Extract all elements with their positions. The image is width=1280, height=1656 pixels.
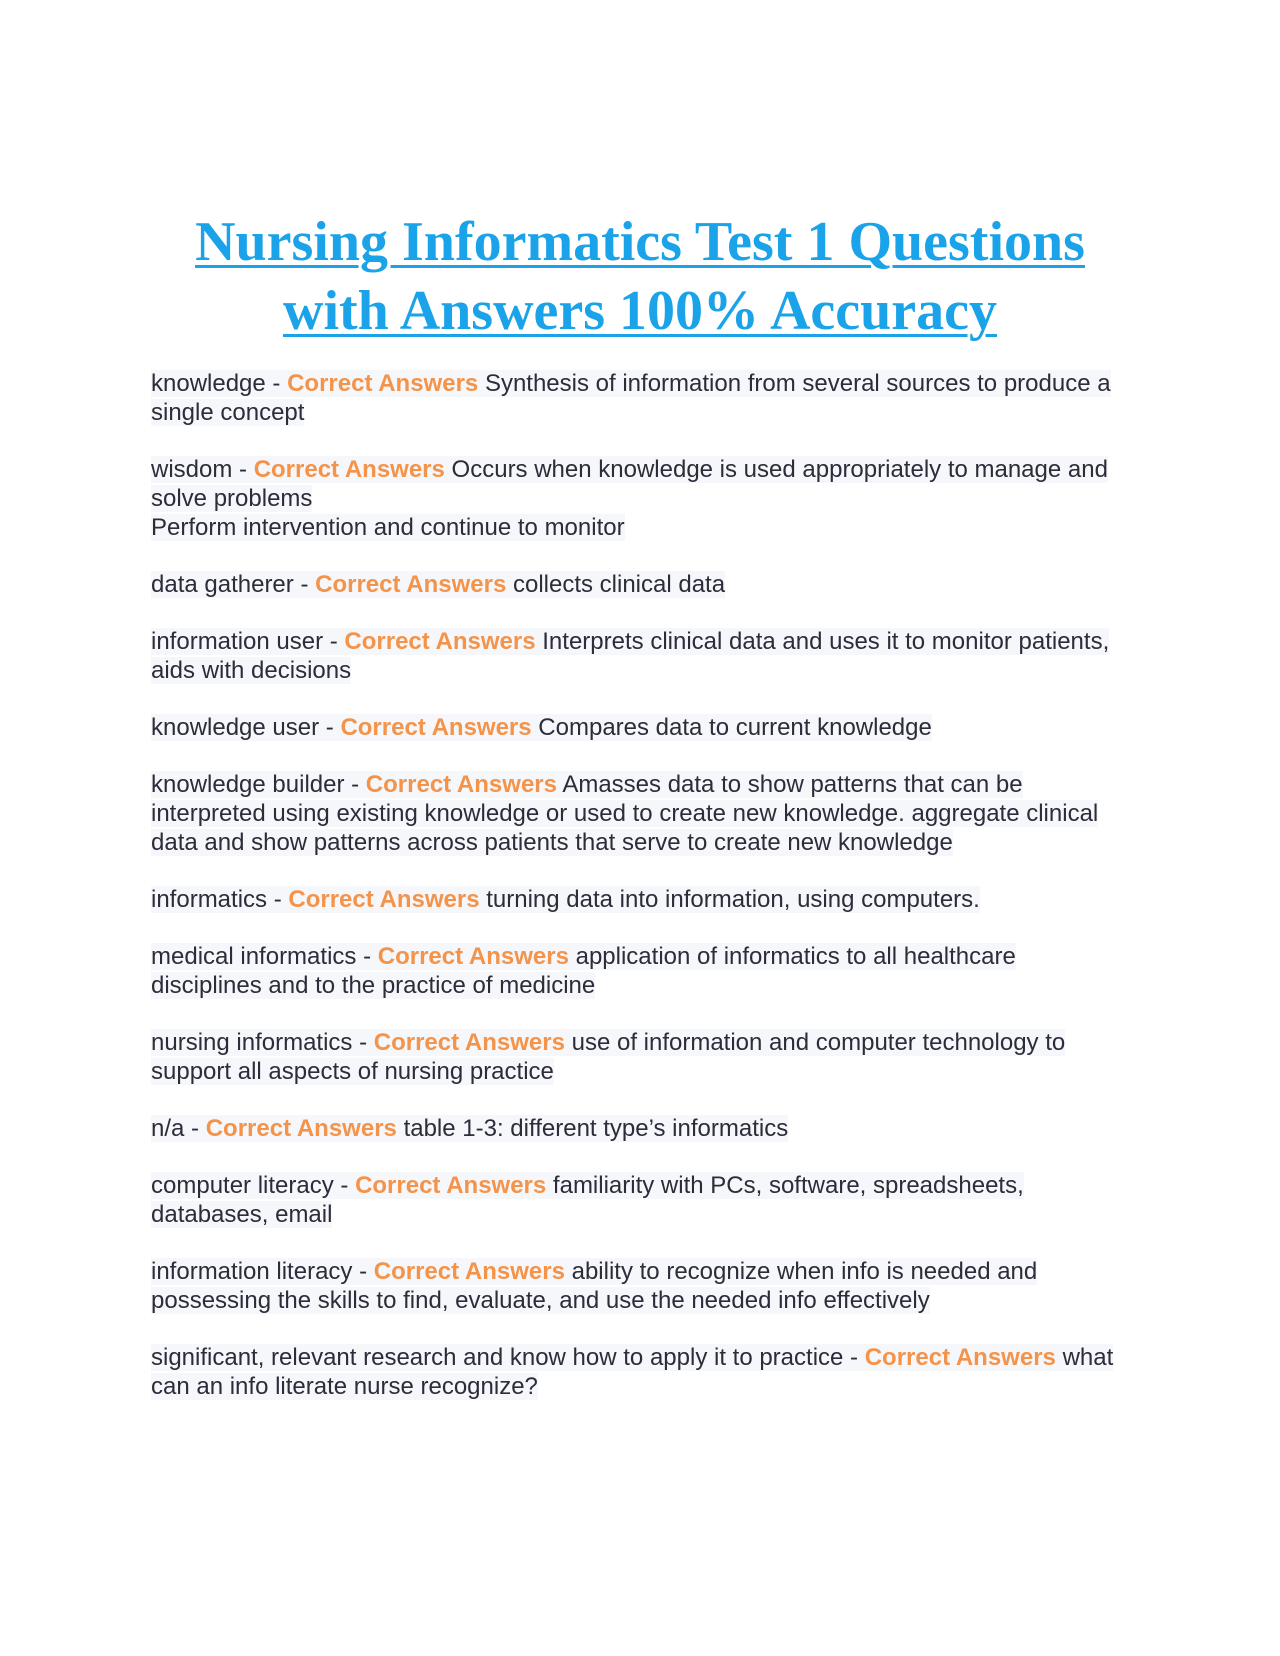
qa-separator: - xyxy=(352,1258,374,1285)
qa-term: significant, relevant research and know how to apply it to practice xyxy=(151,1344,844,1371)
qa-entry-text xyxy=(151,456,1108,512)
qa-term: knowledge user xyxy=(151,714,320,741)
qa-entry xyxy=(151,455,1116,542)
qa-entry xyxy=(151,770,1116,857)
qa-entry xyxy=(151,713,1116,742)
qa-answer: turning data into information, using computers. xyxy=(486,886,980,913)
qa-term: information user xyxy=(151,628,324,655)
correct-answers-label: Correct Answers xyxy=(365,771,557,798)
qa-term: wisdom xyxy=(151,456,233,483)
correct-answers-label: Correct Answers xyxy=(253,456,445,483)
qa-list xyxy=(151,369,1116,1429)
correct-answers-label: Correct Answers xyxy=(205,1115,397,1142)
qa-separator: - xyxy=(356,943,378,970)
qa-separator: - xyxy=(843,1344,865,1371)
qa-entry-text xyxy=(151,771,1098,856)
qa-term: data gatherer xyxy=(151,571,294,598)
correct-answers-label: Correct Answers xyxy=(864,1344,1056,1371)
correct-answers-label: Correct Answers xyxy=(287,370,479,397)
correct-answers-label: Correct Answers xyxy=(315,571,507,598)
qa-entry-text xyxy=(151,628,1109,684)
qa-answer: Synthesis of information from several sources to produce a single concept xyxy=(151,370,1111,426)
correct-answers-label: Correct Answers xyxy=(373,1258,565,1285)
qa-extra-line: Perform intervention and continue to monitor xyxy=(151,514,625,541)
qa-entry-text xyxy=(151,1115,788,1142)
qa-entry-text xyxy=(151,1029,1065,1085)
qa-entry-text xyxy=(151,370,1111,426)
document-title-link[interactable]: Nursing Informatics Test 1 Questions with Answers 100% Accuracy xyxy=(195,211,1085,342)
qa-entry xyxy=(151,369,1116,427)
qa-entry xyxy=(151,885,1116,914)
qa-term: information literacy xyxy=(151,1258,353,1285)
qa-term: knowledge xyxy=(151,370,266,397)
correct-answers-label: Correct Answers xyxy=(373,1029,565,1056)
qa-term: medical informatics xyxy=(151,943,357,970)
qa-entry xyxy=(151,942,1116,1000)
correct-answers-label: Correct Answers xyxy=(377,943,569,970)
qa-answer: table 1-3: different type’s informatics xyxy=(403,1115,789,1142)
qa-answer: Amasses data to show patterns that can be interpreted using existing knowledge or used to create new knowledge. aggregate clinical data and show patterns across patients that serve to create new knowledge xyxy=(151,771,1099,856)
qa-answer: Compares data to current knowledge xyxy=(538,714,932,741)
correct-answers-label: Correct Answers xyxy=(288,886,480,913)
qa-answer: use of information and computer technology to support all aspects of nursing practice xyxy=(151,1029,1066,1085)
correct-answers-label: Correct Answers xyxy=(340,714,532,741)
qa-answer: ability to recognize when info is needed and possessing the skills to find, evaluate, and use the needed info effectively xyxy=(151,1258,1038,1314)
qa-entry xyxy=(151,627,1116,685)
qa-entry xyxy=(151,1343,1116,1401)
qa-term: nursing informatics xyxy=(151,1029,353,1056)
document-title xyxy=(140,208,1140,346)
qa-entry-text xyxy=(151,571,725,598)
qa-entry-text xyxy=(151,714,932,741)
qa-answer: familiarity with PCs, software, spreadsheets, databases, email xyxy=(151,1172,1024,1228)
qa-entry xyxy=(151,1114,1116,1143)
qa-separator: - xyxy=(293,571,316,598)
qa-term: computer literacy xyxy=(151,1172,334,1199)
qa-answer: collects clinical data xyxy=(512,571,726,598)
qa-entry-text xyxy=(151,886,980,913)
qa-separator: - xyxy=(323,628,345,655)
qa-separator: - xyxy=(333,1172,356,1199)
qa-answer: Interprets clinical data and uses it to monitor patients, aids with decisions xyxy=(151,628,1110,684)
qa-separator: - xyxy=(184,1115,206,1142)
qa-entry xyxy=(151,570,1116,599)
qa-separator: - xyxy=(232,456,254,483)
qa-separator: - xyxy=(265,370,288,397)
qa-separator: - xyxy=(352,1029,374,1056)
qa-entry xyxy=(151,1028,1116,1086)
correct-answers-label: Correct Answers xyxy=(344,628,536,655)
qa-term: informatics xyxy=(151,886,268,913)
qa-entry-text xyxy=(151,1258,1037,1314)
qa-answer: Occurs when knowledge is used appropriately to manage and solve problems xyxy=(151,456,1108,512)
qa-answer: application of informatics to all healthcare disciplines and to the practice of medicine xyxy=(151,943,1016,999)
qa-entry xyxy=(151,1257,1116,1315)
qa-entry-text xyxy=(151,1344,1113,1400)
qa-separator: - xyxy=(267,886,289,913)
qa-entry xyxy=(151,1171,1116,1229)
correct-answers-label: Correct Answers xyxy=(355,1172,547,1199)
qa-term: n/a xyxy=(151,1115,185,1142)
qa-term: knowledge builder xyxy=(151,771,345,798)
qa-answer: what can an info literate nurse recognize? xyxy=(151,1344,1114,1400)
qa-separator: - xyxy=(344,771,366,798)
qa-entry-text xyxy=(151,1172,1024,1228)
qa-entry-text xyxy=(151,943,1016,999)
qa-separator: - xyxy=(319,714,341,741)
